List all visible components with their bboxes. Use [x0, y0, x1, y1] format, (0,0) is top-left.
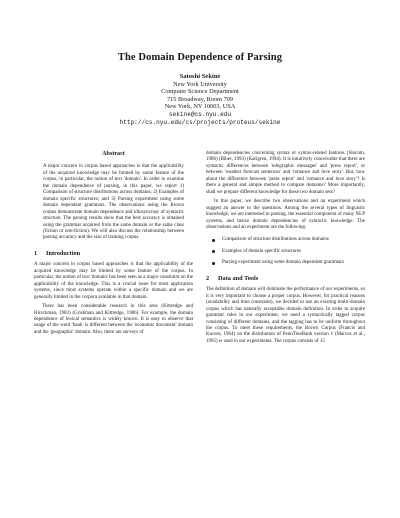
- section-1-title: Introduction: [46, 249, 81, 257]
- right-column: [206, 151, 365, 348]
- author-department: Computer Science Department: [161, 88, 239, 96]
- author-affiliation: New York University: [173, 80, 227, 88]
- data-tools-paragraph: The definition of domain will dominate the performance of our experiments, so it is very important to choose a proper corpus. However, for practical reasons (availability and time constraint), we decided to use an existing multi-domain corpus which has naturally acceptable domain definition. In order to acquire grammar rules in our experiment, we need a syntactically tagged corpus consisting of different domains, and the tagging has to be uniform throughout the corpus. To meet these requirements, the Brown Corpus (Francis and Kucera, 1964) on the distribution of PennTreeBank version 1 (Marcus et al., 1995) is used in our experiments. The corpus consists of 15: [206, 287, 365, 344]
- author-block: [0, 73, 400, 126]
- intro-paragraph-3: domain dependencies concerning syntax or syntax-related features (Slocum, 1986) (Biber, 1993) (Karlgren, 1994). It is intuitively conceivable that there are syntactic differences between 'telegraphic messages' and 'press report', or between 'weather forecast sentences' and 'romance and love story'. But, how about the difference between 'press report' and 'romance and love story'? Is there a general and simple method to compare domains? More importantly, shall we prepare different knowledge for these two domain sets?: [206, 151, 365, 195]
- author-name: Satoshi Sekine: [179, 73, 221, 80]
- author-email: sekine@cs.nyu.edu: [168, 110, 232, 118]
- section-1-heading: [34, 251, 193, 257]
- left-column: [34, 151, 193, 339]
- author-street: 715 Broadway, Room 709: [166, 95, 234, 103]
- author-city: New York, NY 10003, USA: [164, 103, 236, 111]
- abstract-text: A major concern in corpus based approaches is that the applicability of the acquired knowledge may be limited by some feature of the corpus, in particular, the notion of text 'domain'. In order to examine the domain dependence of parsing, in this paper, we report 1) Comparison of structure distributions across domains; 2) Examples of domain specific structures; and 3) Parsing experiment using some domain dependent grammars. The observations using the Brown corpus demonstrate domain dependence and idiosyncrasy of syntactic structure. The parsing results show that the best accuracy is obtained using the grammar acquired from the same domain or the same class (fiction or non-fiction). We will also discuss the relationship between parsing accuracy and the size of training corpus.: [43, 164, 184, 241]
- list-item: Parsing experiment using some domain dependent grammars: [206, 260, 365, 266]
- section-1-number: 1: [34, 249, 38, 257]
- section-2-title: Data and Tools: [218, 274, 259, 282]
- bullet-icon: [212, 239, 215, 242]
- bullet-icon: [212, 250, 215, 253]
- list-item: Comparison of structure distributions across domains: [206, 237, 365, 243]
- paper-title: The Domain Dependence of Parsing: [117, 52, 283, 63]
- author-url: http://cs.nyu.edu/cs/projects/proteus/sekine: [119, 118, 281, 126]
- intro-paragraph-1: A major concern in corpus based approaches is that the applicability of the acquired knowledge may be limited by some feature of the corpus. In particular, the notion of text 'domain' has been seen as a major constraint on the applicability of the knowledge. This is a crucial issue for most application systems, since most systems operate within a specific domain and we are generally limited in the corpora available in that domain.: [34, 262, 193, 300]
- observation-list: [206, 237, 365, 266]
- section-2-heading: [206, 276, 365, 282]
- intro-paragraph-4: In this paper, we describe two observations and an experiment which suggest an answer to the questions. Among the several types of linguistic knowledge, we are interested in parsing, the essential component of many NLP systems, and hence domain dependencies of syntactic knowledge. The observations and an experiment are the following:: [206, 199, 365, 230]
- section-2-number: 2: [206, 274, 210, 282]
- intro-paragraph-2: There has been considerable research in this area (Kittredge and Hirschman, 1983) (Grishman and Kittredge, 1986). For example, the domain dependence of lexical semantics is widely known. It is easy to observe that usage of the word 'bank' is different between the 'economic document' domain and the 'geographic' domain. Also, there are surveys of: [34, 304, 193, 335]
- bullet-icon: [212, 262, 215, 265]
- list-item: Examples of domain specific structures: [206, 249, 365, 255]
- abstract-heading: Abstract: [102, 151, 125, 157]
